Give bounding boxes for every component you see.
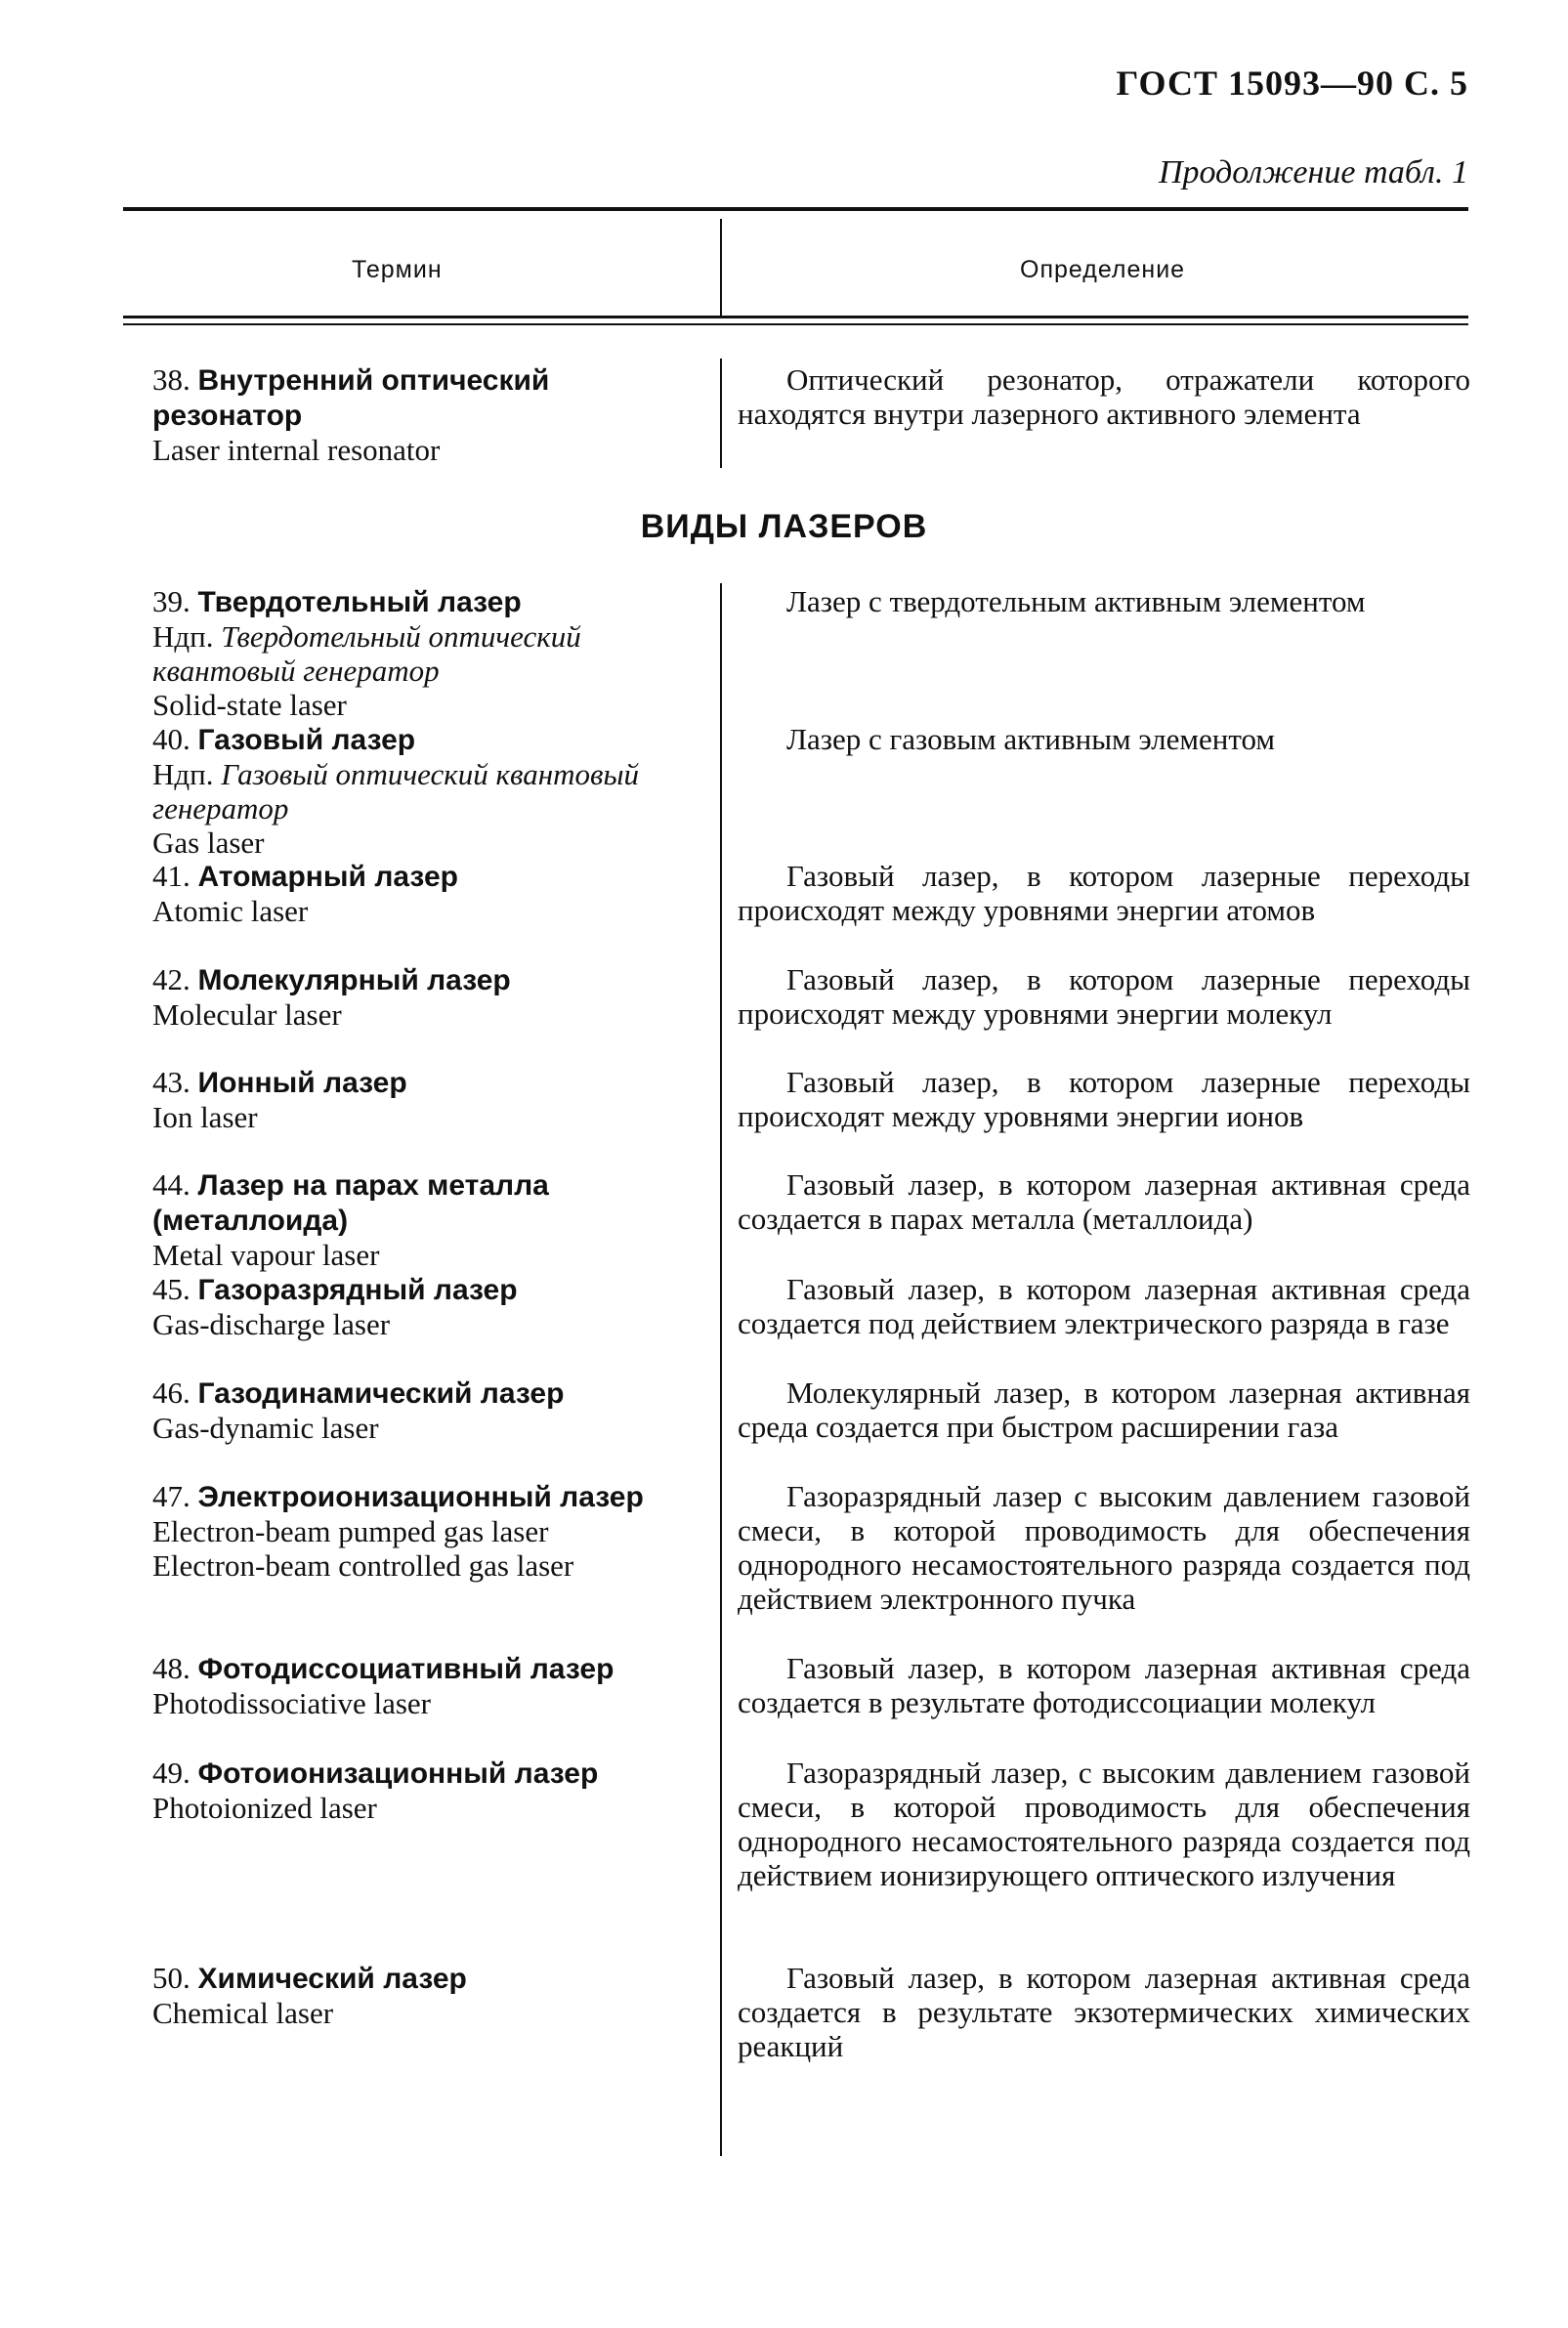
definition-cell bbox=[738, 584, 1470, 618]
term-cell bbox=[147, 1961, 686, 2030]
term-number: 38. bbox=[152, 362, 191, 397]
section-title: ВИДЫ ЛАЗЕРОВ bbox=[640, 508, 928, 545]
term-cell bbox=[147, 1651, 686, 1720]
term-name: Химический лазер bbox=[197, 1963, 467, 1995]
term-number: 49. bbox=[152, 1756, 191, 1790]
term-name: Молекулярный лазер bbox=[197, 964, 511, 996]
definition-cell bbox=[738, 859, 1470, 927]
column-header-definition: Определение bbox=[1020, 256, 1186, 283]
term-heading bbox=[147, 1756, 686, 1791]
term-number: 43. bbox=[152, 1065, 191, 1099]
term-heading bbox=[147, 962, 686, 997]
column-header-term: Термин bbox=[352, 256, 443, 283]
deprecated-label: Ндп. bbox=[152, 619, 214, 654]
term-number: 45. bbox=[152, 1272, 191, 1306]
term-name: Фотодиссоциативный лазер bbox=[197, 1653, 614, 1685]
term-heading bbox=[147, 1065, 686, 1100]
definition-cell-38 bbox=[738, 362, 1470, 431]
definition-cell bbox=[738, 1272, 1470, 1340]
term-cell bbox=[147, 1167, 686, 1272]
term-name: Газоразрядный лазер bbox=[197, 1274, 518, 1306]
term-heading bbox=[147, 722, 686, 757]
term-english: Solid-state laser bbox=[152, 688, 347, 722]
term-definition: Лазер с твердотельным активным элементом bbox=[786, 584, 1366, 618]
definition-cell bbox=[738, 1167, 1470, 1236]
term-cell bbox=[147, 1376, 686, 1445]
term-heading bbox=[147, 1272, 686, 1307]
term-definition: Газоразрядный лазер с высоким давлением газовой смеси, в которой проводимость для обеспечения однородного несамостоятельного разряда создается под действием электронного пучка bbox=[738, 1479, 1470, 1616]
column-divider bbox=[720, 359, 722, 468]
term-english: Gas-discharge laser bbox=[152, 1307, 391, 1341]
term-name: Электроионизационный лазер bbox=[197, 1481, 644, 1513]
term-english: Electron-beam pumped gas laser bbox=[152, 1514, 549, 1548]
term-definition: Газовый лазер, в котором лазерная активная среда создается в парах металла (металлоида) bbox=[738, 1167, 1470, 1236]
term-definition: Газовый лазер, в котором лазерные переходы происходят между уровнями энергии молекул bbox=[738, 962, 1470, 1031]
term-name: Твердотельный лазер bbox=[197, 586, 522, 618]
term-cell bbox=[147, 1479, 686, 1583]
term-number: 48. bbox=[152, 1651, 191, 1685]
term-name: Ионный лазер bbox=[197, 1067, 407, 1099]
term-cell bbox=[147, 859, 686, 928]
term-english: Molecular laser bbox=[152, 997, 342, 1032]
term-english: Metal vapour laser bbox=[152, 1238, 380, 1272]
term-name: Фотоионизационный лазер bbox=[197, 1757, 599, 1790]
term-heading bbox=[147, 1961, 686, 1996]
definition-cell bbox=[738, 1756, 1470, 1892]
term-heading bbox=[147, 1376, 686, 1411]
term-name: Атомарный лазер bbox=[197, 861, 458, 893]
term-name: Внутренний оптический резонатор bbox=[152, 364, 550, 432]
term-heading bbox=[147, 859, 686, 894]
term-heading bbox=[147, 584, 686, 619]
page-header: ГОСТ 15093—90 С. 5 bbox=[1116, 63, 1468, 103]
definition-cell bbox=[738, 722, 1470, 756]
definition-cell bbox=[738, 1376, 1470, 1444]
term-cell bbox=[147, 962, 686, 1032]
term-number: 42. bbox=[152, 962, 191, 996]
term-cell bbox=[147, 1065, 686, 1134]
term-definition: Газовый лазер, в котором лазерная активная среда создается в результате фотодиссоциации молекул bbox=[738, 1651, 1470, 1719]
term-english: Photodissociative laser bbox=[152, 1686, 431, 1720]
deprecated-label: Ндп. bbox=[152, 757, 214, 791]
term-name: Газодинамический лазер bbox=[197, 1377, 565, 1410]
term-number: 40. bbox=[152, 722, 191, 756]
deprecated-term: Газовый оптический квантовый генератор bbox=[152, 757, 639, 825]
term-definition: Газовый лазер, в котором лазерные переходы происходят между уровнями энергии ионов bbox=[738, 1065, 1470, 1133]
term-definition: Газовый лазер, в котором лазерная активная среда создается под действием электрического разряда в газе bbox=[738, 1272, 1470, 1340]
term-deprecated bbox=[147, 757, 686, 825]
term-english: Photoionized laser bbox=[152, 1791, 377, 1825]
term-number: 50. bbox=[152, 1961, 191, 1995]
definition-cell bbox=[738, 962, 1470, 1031]
term-english: Gas-dynamic laser bbox=[152, 1411, 379, 1445]
definition-cell bbox=[738, 1479, 1470, 1616]
term-heading bbox=[147, 1167, 686, 1238]
term-english: Laser internal resonator bbox=[152, 433, 441, 467]
term-definition: Лазер с газовым активным элементом bbox=[786, 722, 1275, 756]
definition-cell bbox=[738, 1651, 1470, 1719]
deprecated-term: Твердотельный оптический квантовый генератор bbox=[152, 619, 581, 688]
table-top-rule bbox=[123, 207, 1468, 211]
term-deprecated bbox=[147, 619, 686, 688]
term-number: 44. bbox=[152, 1167, 191, 1202]
definition-cell bbox=[738, 1065, 1470, 1133]
term-cell-38 bbox=[147, 362, 686, 467]
definition-cell bbox=[738, 1961, 1470, 2063]
term-definition: Газоразрядный лазер, с высоким давлением газовой смеси, в которой проводимость для обеспечения однородного несамостоятельного разряда создается под действием ионизирующего оптического излучения bbox=[738, 1756, 1470, 1892]
term-definition: Газовый лазер, в котором лазерная активная среда создается в результате экзотермических химических реакций bbox=[738, 1961, 1470, 2063]
term-cell bbox=[147, 1272, 686, 1341]
term-number: 46. bbox=[152, 1376, 191, 1410]
term-english-alt: Electron-beam controlled gas laser bbox=[152, 1548, 574, 1583]
term-cell bbox=[147, 722, 686, 860]
term-number: 41. bbox=[152, 859, 191, 893]
term-number: 47. bbox=[152, 1479, 191, 1513]
term-cell bbox=[147, 1756, 686, 1825]
term-heading bbox=[147, 1479, 686, 1514]
term-english: Atomic laser bbox=[152, 894, 309, 928]
term-cell bbox=[147, 584, 686, 722]
term-definition: Оптический резонатор, отражатели которого находятся внутри лазерного активного элемента bbox=[738, 362, 1470, 431]
header-double-rule bbox=[123, 316, 1468, 318]
term-definition: Газовый лазер, в котором лазерные переходы происходят между уровнями энергии атомов bbox=[738, 859, 1470, 927]
column-divider bbox=[720, 219, 722, 317]
term-name: Лазер на парах металла (металлоида) bbox=[152, 1169, 549, 1237]
term-english: Ion laser bbox=[152, 1100, 258, 1134]
header-double-rule bbox=[123, 323, 1468, 325]
term-number: 39. bbox=[152, 584, 191, 618]
table-continuation-note: Продолжение табл. 1 bbox=[1158, 154, 1468, 190]
column-divider bbox=[720, 583, 722, 2156]
term-heading bbox=[147, 1651, 686, 1686]
term-name: Газовый лазер bbox=[197, 724, 416, 756]
term-english: Chemical laser bbox=[152, 1996, 334, 2030]
term-definition: Молекулярный лазер, в котором лазерная активная среда создается при быстром расширении газа bbox=[738, 1376, 1470, 1444]
term-english: Gas laser bbox=[152, 825, 265, 860]
